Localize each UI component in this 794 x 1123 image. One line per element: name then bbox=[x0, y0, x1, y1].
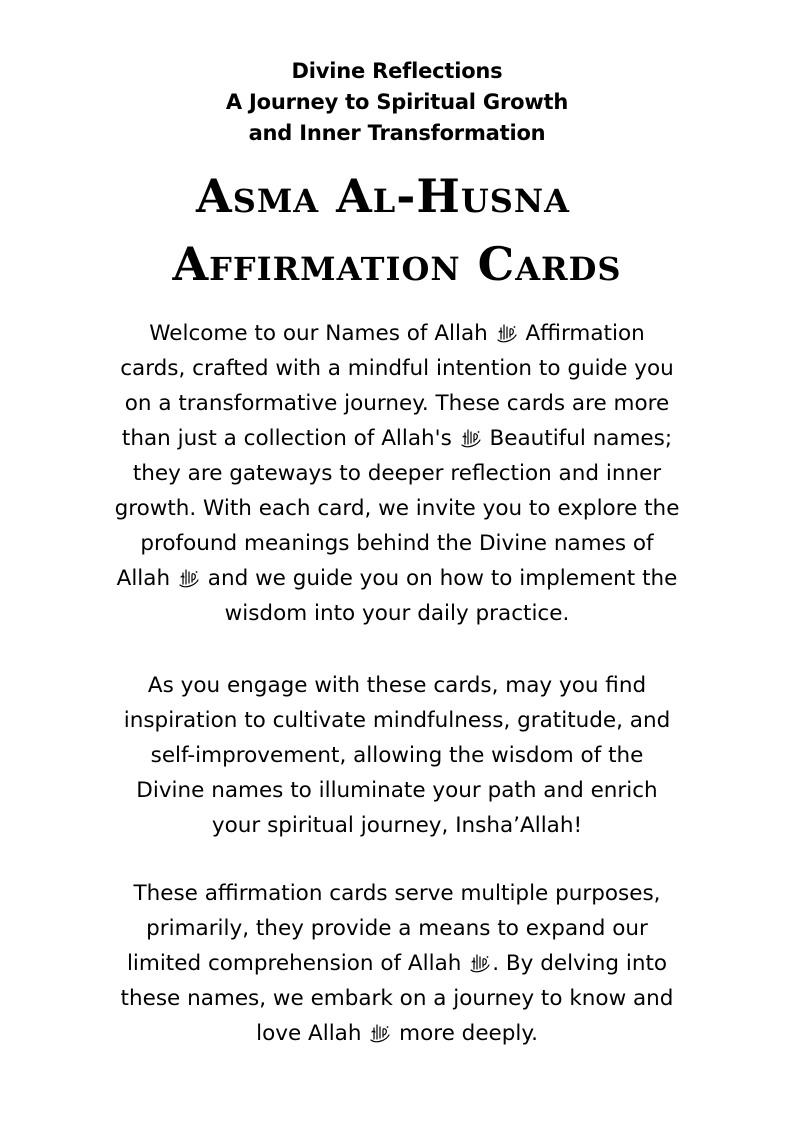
text-line: limited comprehension of Allah . By delving into bbox=[126, 951, 668, 976]
text-line: your spiritual journey, Insha’Allah! bbox=[211, 813, 583, 838]
header-line-2: A Journey to Spiritual Growth bbox=[225, 90, 569, 114]
text-line: self-improvement, allowing the wisdom of the bbox=[150, 743, 644, 768]
text-line: inspiration to cultivate mindfulness, gratitude, and bbox=[123, 708, 671, 733]
header-line-3: and Inner Transformation bbox=[248, 121, 546, 145]
text-line: wisdom into your daily practice. bbox=[224, 601, 570, 626]
swt-calligraphy-icon bbox=[469, 952, 491, 974]
swt-calligraphy-icon bbox=[496, 322, 518, 344]
text-line: than just a collection of Allah's Beautiful names; bbox=[121, 426, 673, 451]
text-line: love Allah more deeply. bbox=[256, 1021, 538, 1046]
text-line: growth. With each card, we invite you to explore the bbox=[114, 496, 680, 521]
text-line: These affirmation cards serve multiple purposes, bbox=[133, 881, 661, 906]
header-line-1: Divine Reflections bbox=[291, 59, 503, 83]
text-line: Welcome to our Names of Allah Affirmation bbox=[149, 321, 645, 346]
title-line-1: Asma Al-Husna bbox=[196, 169, 570, 223]
paragraph-intro bbox=[60, 316, 734, 631]
swt-calligraphy-icon bbox=[178, 567, 200, 589]
paragraph-purposes bbox=[60, 876, 734, 1051]
page-title bbox=[0, 162, 794, 298]
title-line-2: Affirmation Cards bbox=[172, 237, 622, 291]
paragraph-engage bbox=[60, 668, 734, 843]
text-line: primarily, they provide a means to expand our bbox=[146, 916, 648, 941]
text-line: they are gateways to deeper reflection and inner bbox=[132, 461, 662, 486]
header bbox=[0, 56, 794, 149]
swt-calligraphy-icon bbox=[369, 1022, 391, 1044]
text-line: on a transformative journey. These cards are more bbox=[124, 391, 670, 416]
text-line: cards, crafted with a mindful intention to guide you bbox=[120, 356, 674, 381]
text-line: Allah and we guide you on how to implement the bbox=[116, 566, 678, 591]
text-line: Divine names to illuminate your path and enrich bbox=[136, 778, 658, 803]
text-line: profound meanings behind the Divine names of bbox=[140, 531, 654, 556]
text-line: these names, we embark on a journey to know and bbox=[120, 986, 674, 1011]
text-line: As you engage with these cards, may you find bbox=[147, 673, 647, 698]
swt-calligraphy-icon bbox=[460, 427, 482, 449]
